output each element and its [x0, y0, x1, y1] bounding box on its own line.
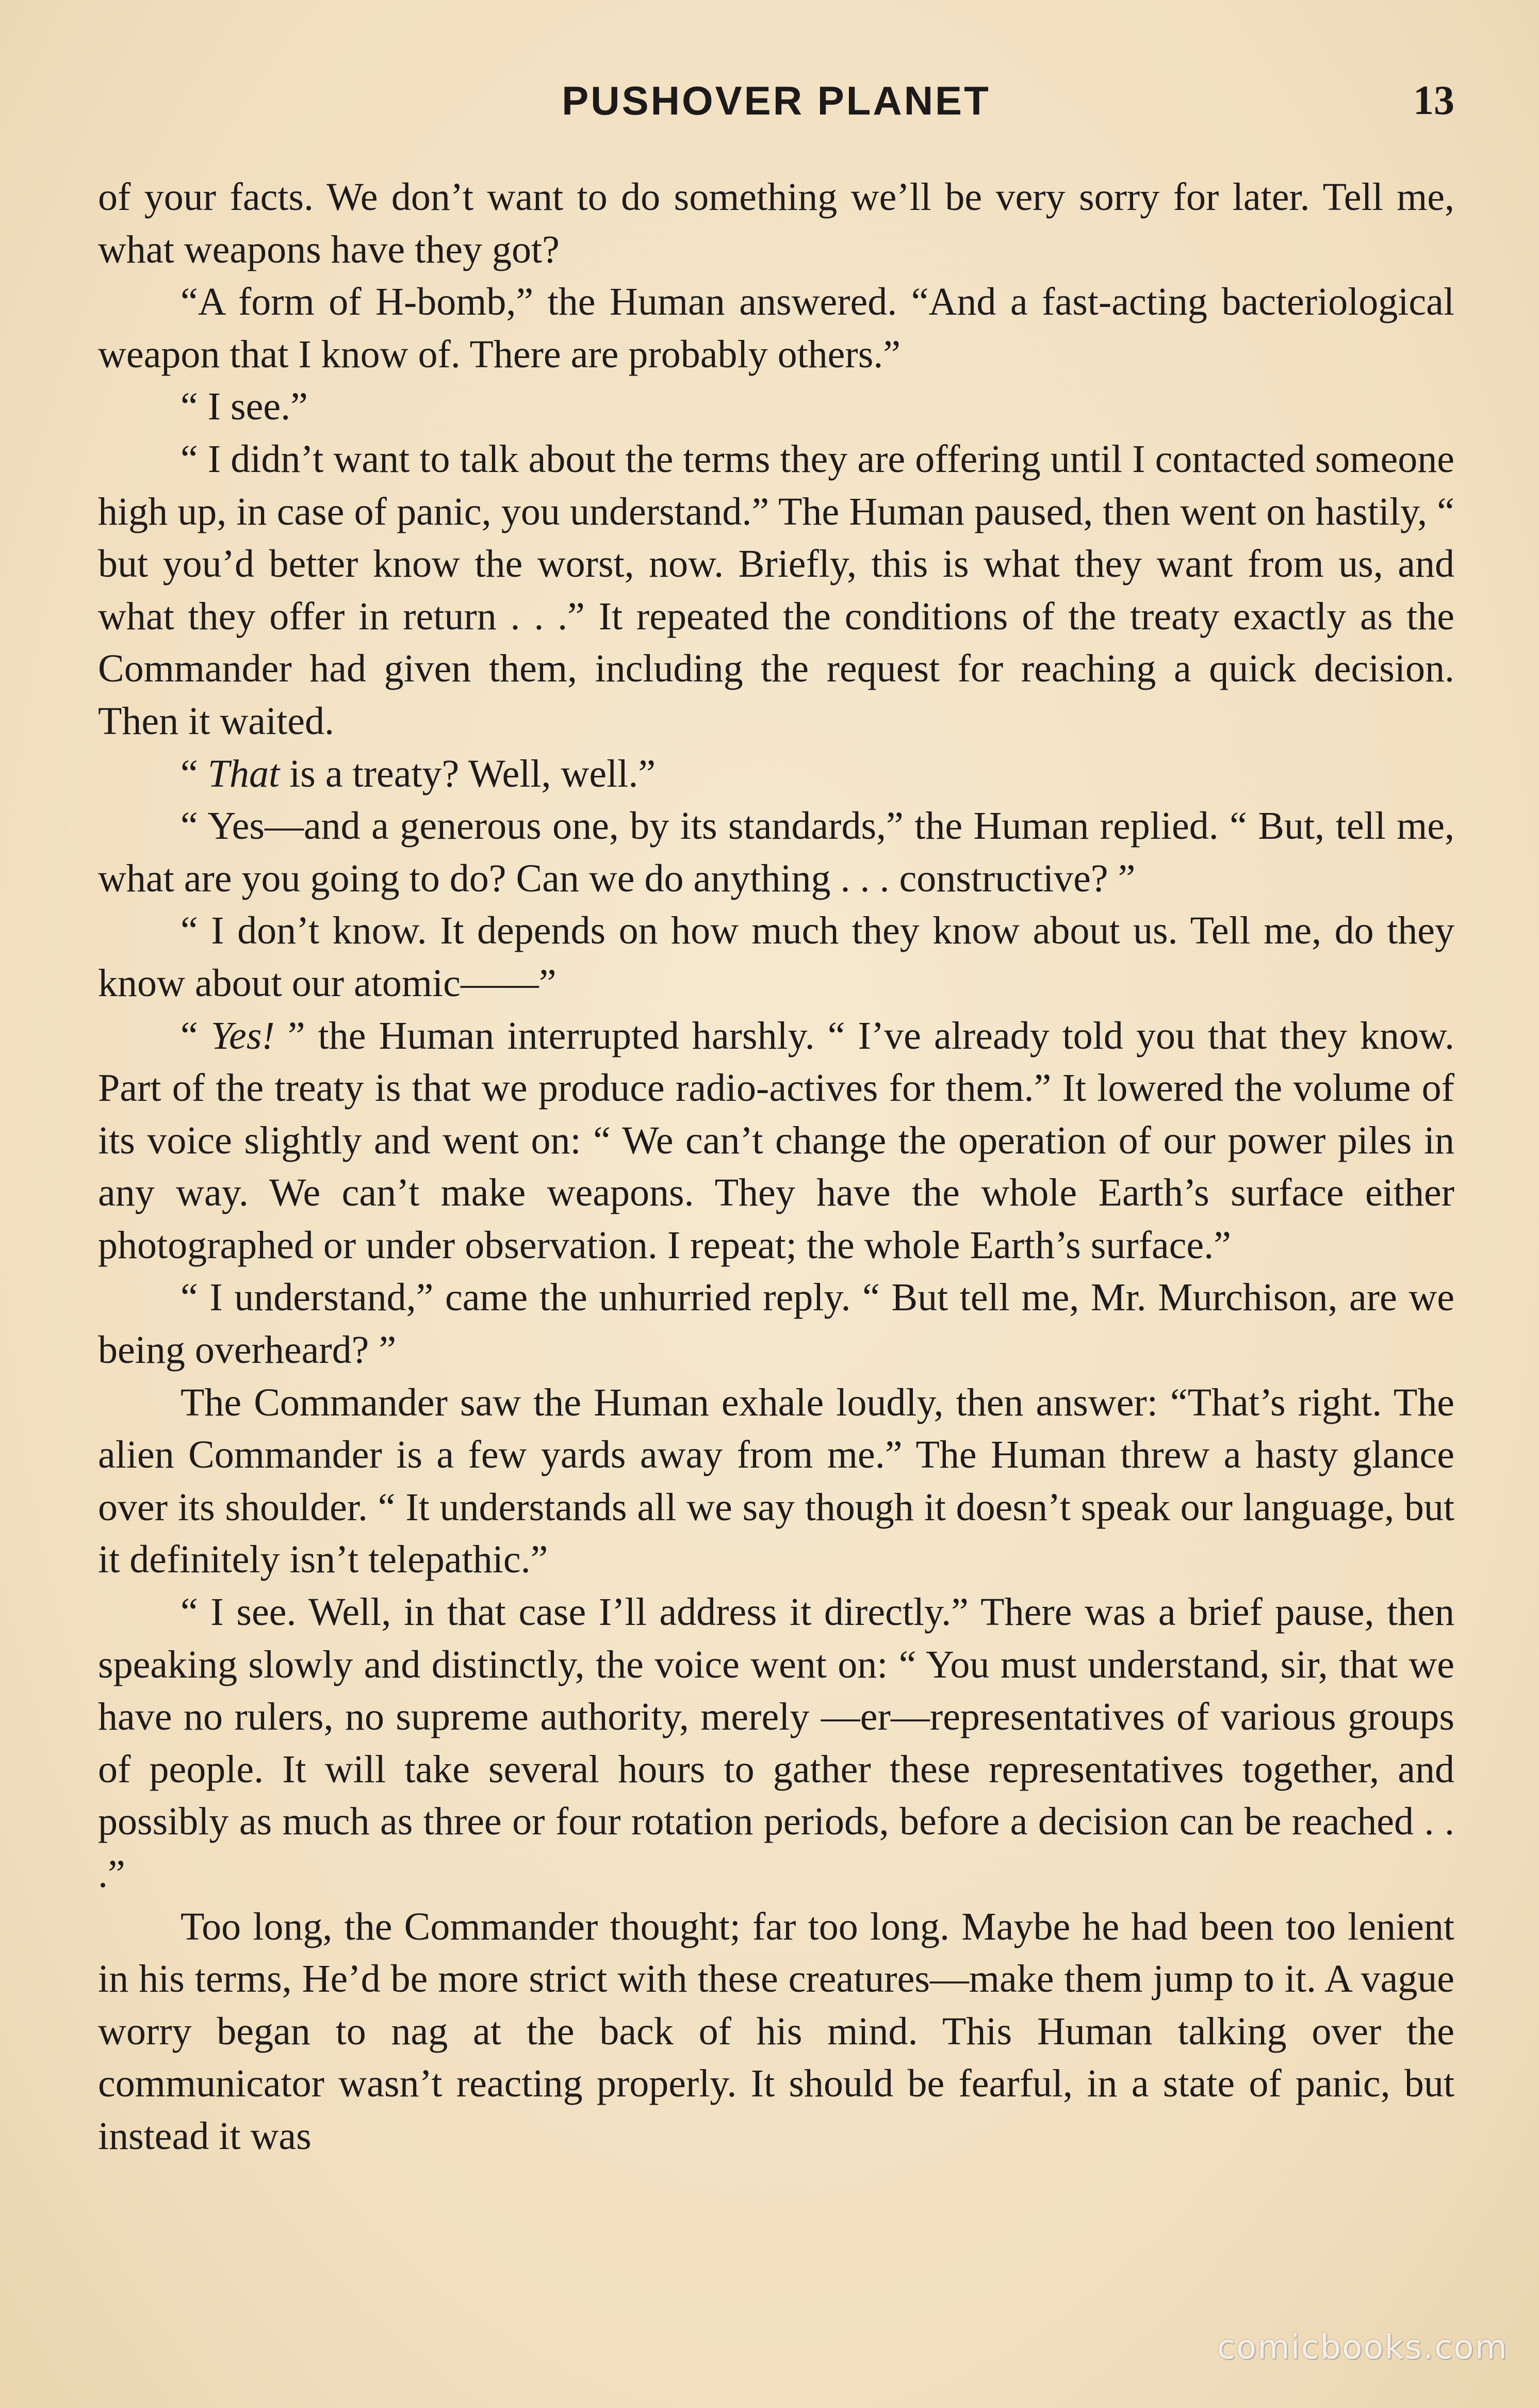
paragraph: “ I didn’t want to talk about the terms they are offering until I contacted someone high up, in case of panic, you understand.” The Human paused, then went on hastily, “ but you’d better know the worst, now. Briefly, this is what they want from us, and what they offer in return . . .” It repeated the conditions of the treaty exactly as the Commander had given them, including the request for reaching a quick decision. Then it waited.: [98, 437, 1454, 743]
paragraph: of your facts. We don’t want to do something we’ll be very sorry for later. Tell me, what weapons have they got?: [98, 175, 1454, 271]
paragraph: Too long, the Commander thought; far too long. Maybe he had been too lenient in his terms, He’d be more strict with these creatures—make them jump to it. A vague worry began to nag at the back of his mind. This Human talking over the communicator wasn’t reacting properly. It should be fearful, in a state of panic, but instead it was: [98, 1905, 1454, 2158]
page-number: 13: [1413, 78, 1454, 123]
paragraph: The Commander saw the Human exhale loudly, then answer: “That’s right. The alien Commander is a few yards away from me.” The Human threw a hasty glance over its shoulder. “ It understands all we say though it doesn’t speak our language, but it definitely isn’t telepathic.”: [98, 1380, 1454, 1582]
paragraph: “ I don’t know. It depends on how much they know about us. Tell me, do they know about our atomic——”: [98, 909, 1454, 1005]
running-head: PUSHOVER PLANET: [562, 78, 991, 123]
paragraph: “ I understand,” came the unhurried reply. “ But tell me, Mr. Murchison, are we being overheard? ”: [98, 1276, 1454, 1372]
page-header: [98, 77, 1454, 134]
paragraph: “A form of H-bomb,” the Human answered. “And a fast-acting bacteriological weapon that I know of. There are probably others.”: [98, 280, 1454, 376]
paragraph: “ Yes! ” the Human interrupted harshly. “ I’ve already told you that they know. Part of the treaty is that we produce radio-actives for them.” It lowered the volume of its voice slightly and went on: “ We can’t change the operation of our power piles in any way. We can’t make weapons. They have the whole Earth’s surface either photographed or under observation. I repeat; the whole Earth’s surface.”: [98, 1014, 1454, 1267]
paragraph: “ Yes—and a generous one, by its standards,” the Human replied. “ But, tell me, what are you going to do? Can we do anything . . . constructive? ”: [98, 804, 1454, 900]
watermark: comicbooks.com: [1217, 2329, 1508, 2367]
paragraph: “ I see.”: [181, 385, 308, 429]
paragraph: “ I see. Well, in that case I’ll address it directly.” There was a brief pause, then speaking slowly and distinctly, the voice went on: “ You must understand, sir, that we have no rulers, no supreme authority, merely —er—representatives of various groups of people. It will take several hours to gather these representatives together, and possibly as much as three or four rotation periods, before a decision can be reached . . .”: [98, 1590, 1454, 1896]
body-text: [98, 171, 1454, 2163]
emphasis: That: [207, 752, 280, 795]
paragraph: “ That is a treaty? Well, well.”: [181, 752, 656, 795]
emphasis: Yes!: [210, 1014, 275, 1057]
